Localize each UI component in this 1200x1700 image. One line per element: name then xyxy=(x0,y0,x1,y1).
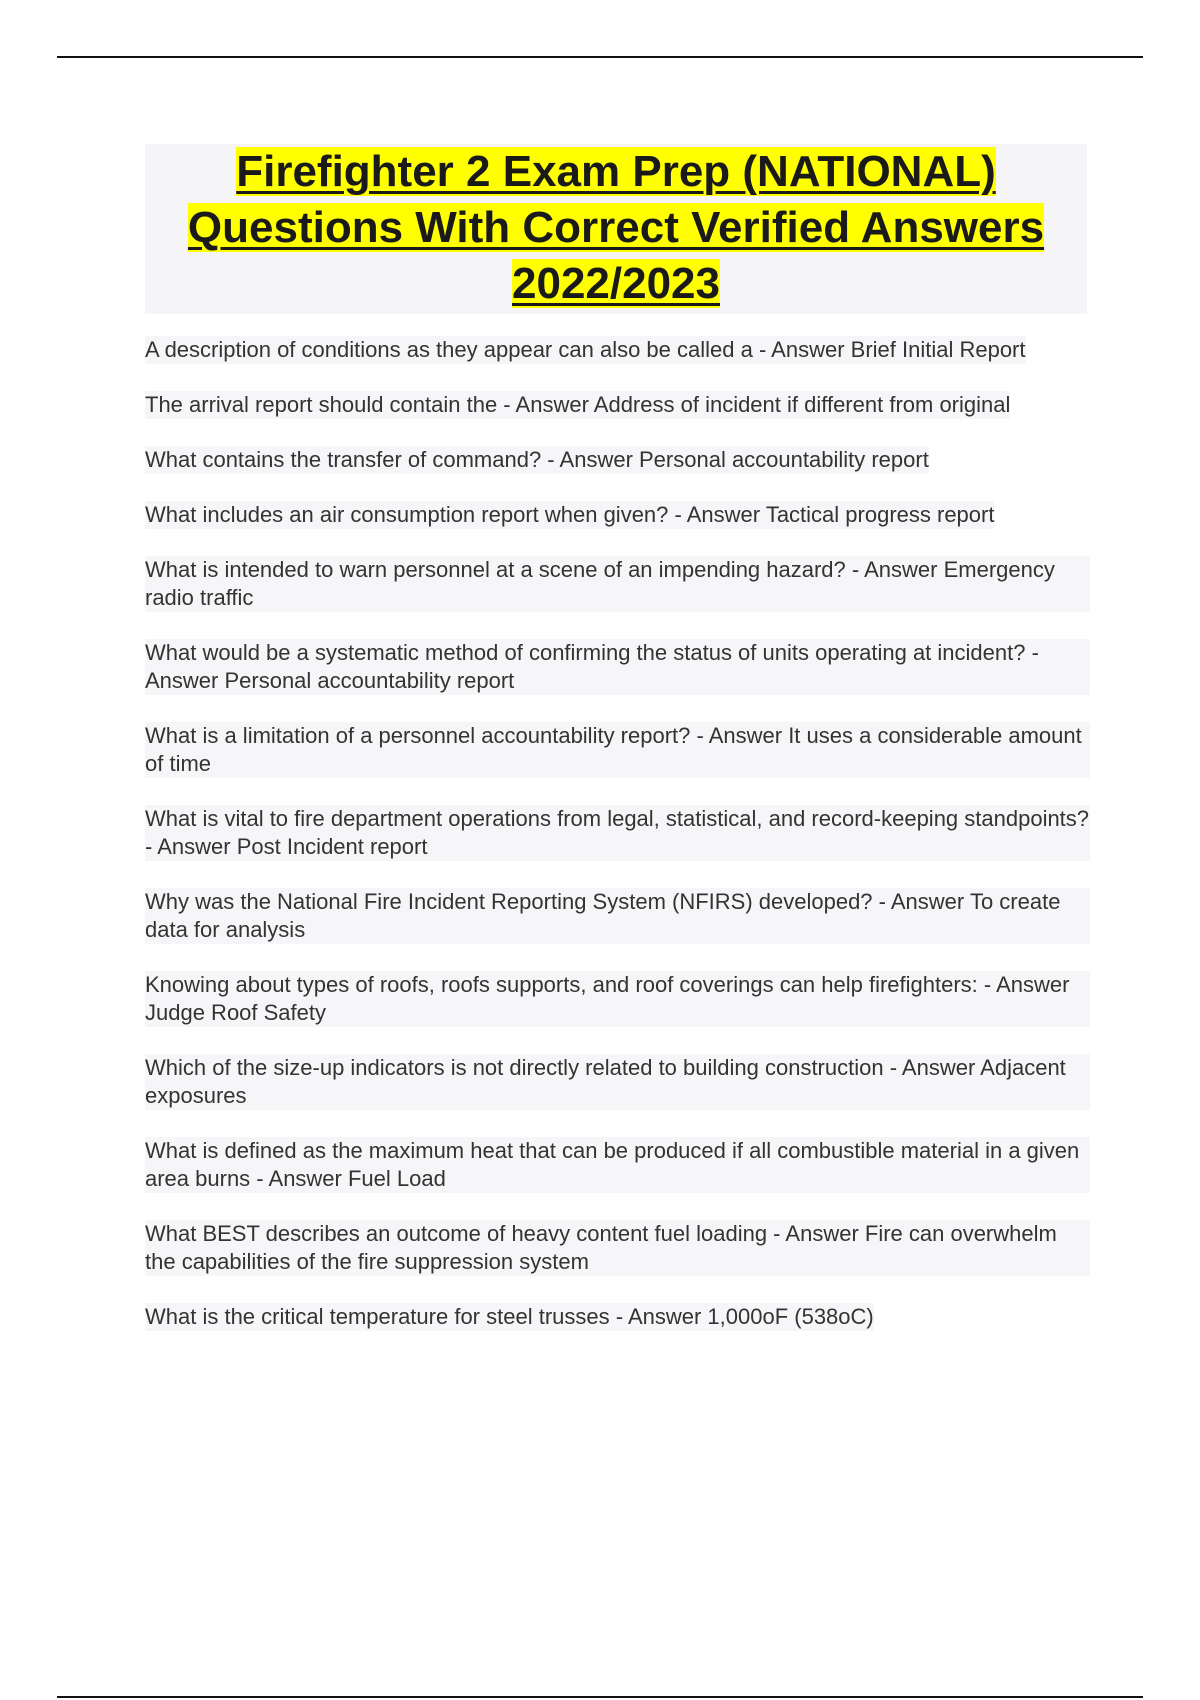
header-rule xyxy=(57,56,1143,58)
qa-item: Why was the National Fire Incident Reporting System (NFIRS) developed? - Answer To create data for analysis xyxy=(145,888,1090,944)
qa-item: What BEST describes an outcome of heavy content fuel loading - Answer Fire can overwhelm the capabilities of the fire suppression system xyxy=(145,1220,1090,1276)
document-title xyxy=(145,144,1087,314)
qa-item: Knowing about types of roofs, roofs supports, and roof coverings can help firefighters: - Answer Judge Roof Safety xyxy=(145,971,1090,1027)
qa-item: What is the critical temperature for steel trusses - Answer 1,000oF (538oC) xyxy=(145,1304,874,1329)
title-line-1: Firefighter 2 Exam Prep (NATIONAL) xyxy=(236,147,996,196)
qa-item: The arrival report should contain the - Answer Address of incident if different from original xyxy=(145,392,1011,417)
qa-item: What is a limitation of a personnel accountability report? - Answer It uses a considerable amount of time xyxy=(145,722,1090,778)
title-line-3: 2022/2023 xyxy=(512,259,720,308)
qa-item: What includes an air consumption report when given? - Answer Tactical progress report xyxy=(145,502,995,527)
qa-item: What contains the transfer of command? - Answer Personal accountability report xyxy=(145,447,929,472)
qa-item: Which of the size-up indicators is not directly related to building construction - Answer Adjacent exposures xyxy=(145,1054,1090,1110)
title-line-2: Questions With Correct Verified Answers xyxy=(187,203,1045,252)
qa-item: What would be a systematic method of confirming the status of units operating at incident? - Answer Personal accountability report xyxy=(145,639,1090,695)
qa-item: A description of conditions as they appear can also be called a - Answer Brief Initial Report xyxy=(145,337,1026,362)
qa-item: What is defined as the maximum heat that can be produced if all combustible material in a given area burns - Answer Fuel Load xyxy=(145,1137,1090,1193)
qa-list xyxy=(145,336,1090,1358)
qa-item: What is intended to warn personnel at a scene of an impending hazard? - Answer Emergency radio traffic xyxy=(145,556,1090,612)
qa-item: What is vital to fire department operations from legal, statistical, and record-keeping standpoints? - Answer Post Incident report xyxy=(145,806,1090,859)
footer-rule xyxy=(57,1696,1143,1698)
